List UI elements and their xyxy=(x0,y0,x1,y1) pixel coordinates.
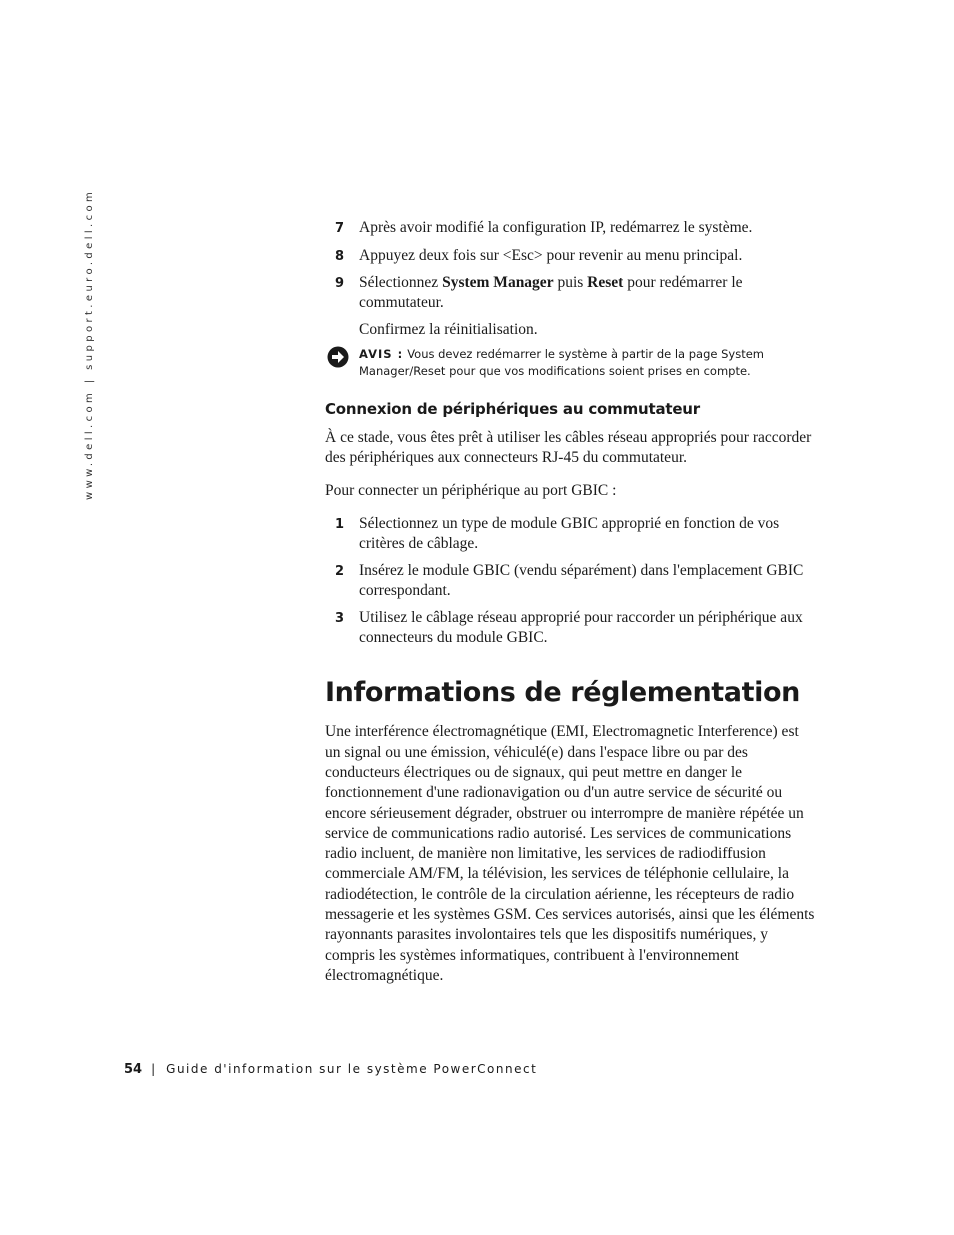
regulatory-paragraph: Une interférence électromagnétique (EMI, Electromagnetic Interference) est un signal ou une émission, véhiculé(e) dans l'espace libre ou par des conducteurs électriques ou de signaux, qui peut mettre en danger le fonctionnement d'une radionavigation ou d'un autre service de sécurité ou encore sérieusement dégrader, obstruer ou interrompre de manière répétée un service de communications radio autorisé. Les services de communications radio incluent, de manière non limitative, les services de radiodiffusion commerciale AM/FM, la télévision, les services de téléphonie cellulaire, la radiodétection, le contrôle de la circulation aérienne, les récepteurs de radio messagerie et les systèmes GSM. Ces services autorisés, ainsi que les éléments rayonnants parasites involontaires tels que les dispositifs numériques, y compris les systèmes informatiques, contribuent à l'environnement électromagnétique. xyxy=(325,723,815,984)
step-item xyxy=(325,561,815,600)
step-bold-system-manager: System Manager xyxy=(442,274,554,291)
step-item xyxy=(325,273,815,312)
page-content xyxy=(325,218,815,999)
step-item xyxy=(325,608,815,647)
step-number: 8 xyxy=(335,248,345,264)
notice-text: Vous devez redémarrer le système à partir de la page System Manager/Reset pour que vos modifications soient prises en compte. xyxy=(359,346,765,378)
confirm-note: Confirmez la réinitialisation. xyxy=(359,321,538,338)
step-text-after: pour redémarrer le commutateur. xyxy=(359,274,743,311)
step-text-before: Sélectionnez xyxy=(359,274,443,291)
step-bold-reset: Reset xyxy=(587,274,624,291)
sidebar-url: www.dell.com | support.euro.dell.com xyxy=(84,188,95,500)
regulatory-heading: Informations de réglementation xyxy=(325,677,800,709)
step-text-mid: puis xyxy=(553,274,588,291)
page-footer xyxy=(124,1062,537,1077)
step-text: Utilisez le câblage réseau approprié pour raccorder un périphérique aux connecteurs du module GBIC. xyxy=(359,609,803,646)
step-item xyxy=(325,514,815,553)
notice-box xyxy=(325,346,815,380)
step-text: Après avoir modifié la configuration IP, redémarrez le système. xyxy=(359,219,753,236)
step-number: 1 xyxy=(335,517,345,533)
page-number: 54 xyxy=(124,1062,143,1077)
step-number: 9 xyxy=(335,276,345,291)
section-heading: Connexion de périphériques au commutateur xyxy=(325,399,700,418)
step-number: 3 xyxy=(335,611,345,627)
step-item xyxy=(325,218,815,238)
footer-title: Guide d'information sur le système PowerConnect xyxy=(166,1062,538,1076)
arrow-right-circle-icon xyxy=(327,346,349,368)
step-text: Appuyez deux fois sur <Esc> pour revenir au menu principal. xyxy=(359,246,743,264)
step-number: 2 xyxy=(335,564,345,580)
footer-separator: | xyxy=(151,1062,156,1076)
step-text: Insérez le module GBIC (vendu séparément) dans l'emplacement GBIC correspondant. xyxy=(359,562,804,599)
section-paragraph: Pour connecter un périphérique au port GBIC : xyxy=(325,482,617,500)
notice-label: AVIS : xyxy=(359,346,404,361)
section-paragraph: À ce stade, vous êtes prêt à utiliser les câbles réseau appropriés pour raccorder des périphériques aux connecteurs RJ-45 du commutateur. xyxy=(325,428,812,466)
step-item xyxy=(325,246,815,266)
step-text: Sélectionnez un type de module GBIC approprié en fonction de vos critères de câblage. xyxy=(359,515,780,552)
step-number: 7 xyxy=(335,221,345,236)
